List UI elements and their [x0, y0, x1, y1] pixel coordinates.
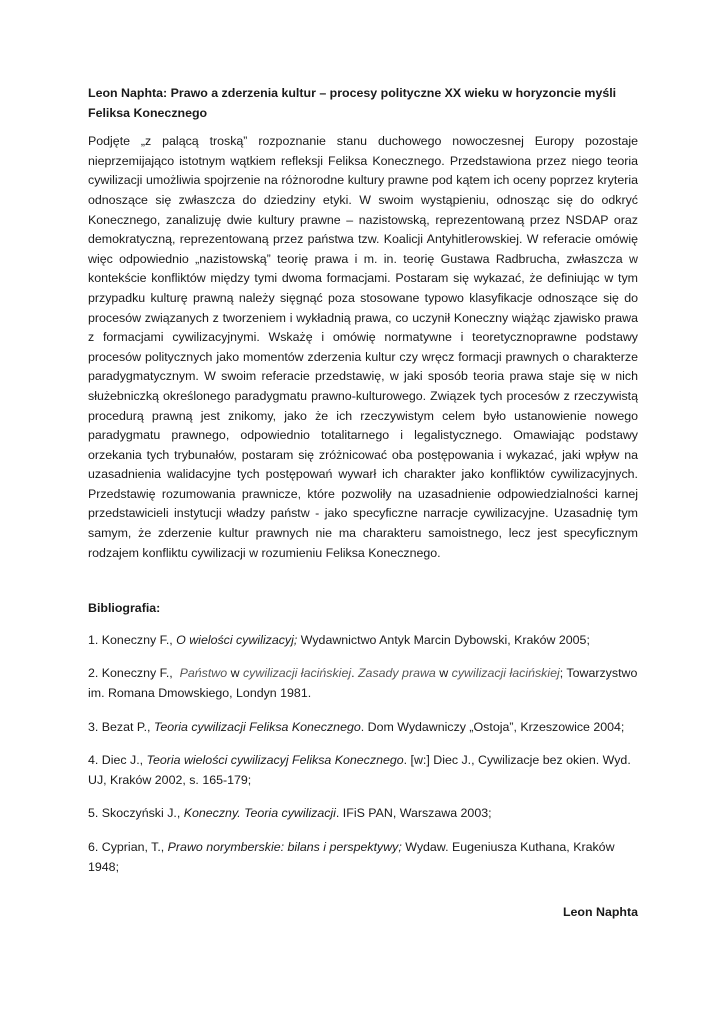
bibliography-item-5 [88, 804, 638, 824]
bibliography-list [88, 631, 638, 877]
bib-text: . Dom Wydawniczy „Ostoja”, Krzeszowice 2004; [360, 719, 625, 734]
bib-title: cywilizacji łacińskiej [451, 666, 560, 681]
bib-text: ; Towarzystwo im. Romana Dmowskiego, Londyn 1981. [88, 666, 638, 701]
bibliography-item-6 [88, 838, 638, 877]
bib-text: 3. Bezat P., [88, 719, 154, 734]
bib-title: Prawo norymberskie: bilans i perspektywy; [167, 840, 402, 854]
document-title: Leon Naphta: Prawo a zderzenia kultur – procesy polityczne XX wieku w horyzoncie myśli Feliksa Konecznego [88, 86, 617, 120]
bib-title: cywilizacji łacińskiej [242, 666, 352, 681]
bib-text: . [351, 666, 358, 681]
bib-text: . IFiS PAN, Warszawa 2003; [335, 806, 492, 821]
bib-text: Wydaw. Eugeniusza Kuthana, Kraków 1948; [88, 840, 615, 874]
author-signature: Leon Naphta [562, 905, 638, 919]
bib-text: w [227, 666, 243, 681]
bib-text: . [w:] Diec J., Cywilizacje bez okien. Wyd. UJ, Kraków 2002, s. 165-179; [88, 753, 631, 787]
bib-text: Wydawnictwo Antyk Marcin Dybowski, Kraków 2005; [297, 632, 590, 647]
bib-title: Zasady prawa [357, 666, 436, 681]
bib-title: Państwo [179, 666, 228, 681]
bibliography-item-1 [88, 631, 638, 651]
bib-text: 1. Koneczny F., [88, 632, 177, 647]
document-page [88, 84, 638, 891]
bib-title: O wielości cywilizacyj; [176, 632, 298, 647]
bib-title: Teoria wielości cywilizacyj Feliksa Konecznego [146, 753, 404, 768]
bib-title: Teoria cywilizacji Feliksa Konecznego [153, 719, 361, 734]
bib-text: 2. Koneczny F., [88, 666, 180, 681]
bib-title: Koneczny. Teoria cywilizacji [183, 806, 336, 821]
bibliography-item-2 [88, 664, 638, 703]
bib-text: 4. Diec J., [88, 753, 147, 768]
bib-text: w [435, 666, 452, 681]
bib-text: 5. Skoczyński J., [88, 806, 184, 821]
bibliography-item-4 [88, 751, 638, 790]
bib-text: 6. Cyprian, T., [88, 840, 168, 854]
bibliography-item-3 [88, 718, 638, 738]
bibliography-heading: Bibliografia: [88, 601, 161, 616]
abstract-paragraph: Podjęte „z palącą troską” rozpoznanie stanu duchowego nowoczesnej Europy pozostaje nieprzemijająco istotnym wątkiem refleksji Feliksa Konecznego. Przedstawiona przez niego teoria cywilizacji umożliwia spojrzenie na różnorodne kultury prawne pod kątem ich oceny poprzez kryteria odnoszące się zwłaszcza do dziedziny etyki. W swoim wystąpieniu, odnosząc się do odkryć Konecznego, zanalizuję dwie kultury prawne – nazistowską, reprezentowaną przez NSDAP oraz demokratyczną, reprezentowaną przez państwa tzw. Koalicji Antyhitlerowskiej. W referacie omówię więc odpowiednio „nazistowską” teorię prawa i m. in. teorię Gustawa Radbrucha, zwłaszcza w kontekście konfliktów między tymi dwoma formacjami. Postaram się wykazać, że definiując w tym przypadku kulturę prawną należy sięgnąć poza stosowane typowo klasyfikacje odnoszące się do procesów związanych z tworzeniem i wykładnią prawa, co uczynił Koneczny wiążąc zjawisko prawa z formacjami cywilizacyjnymi. Wskażę i omówię normatywne i teoretycznoprawne podstawy procesów politycznych jako momentów zderzenia kultur czy wręcz formacji prawnych o charakterze paradygmatycznym. W swoim referacie przedstawię, w jaki sposób teoria prawa staje się w nich służebniczką określonego paradygmatu prawno-kulturowego. Związek tych procesów z rzeczywistą procedurą prawną jest znikomy, jako że ich rzeczywistym celem było ustanowienie nowego paradygmatu prawnego, odpowiednio totalitarnego i legalistycznego. Omawiając podstawy orzekania tych trybunałów, postaram się zróżnicować oba postępowania i wykazać, jaki wpływ na uzasadnienia walidacyjne tych postępowań wywarł ich charakter jako konfliktów cywilizacyjnych. Przedstawię rozumowania prawnicze, które pozwoliły na uzasadnienie odpowiedzialności karnej przedstawicieli instytucji władzy państw - jako specyficzne narracje cywilizacyjne. Uzasadnię tym samym, że zderzenie kultur prawnych nie ma charakteru samoistnego, lecz jest specyficznym rodzajem konfliktu cywilizacji w rozumieniu Feliksa Konecznego. [88, 134, 638, 560]
